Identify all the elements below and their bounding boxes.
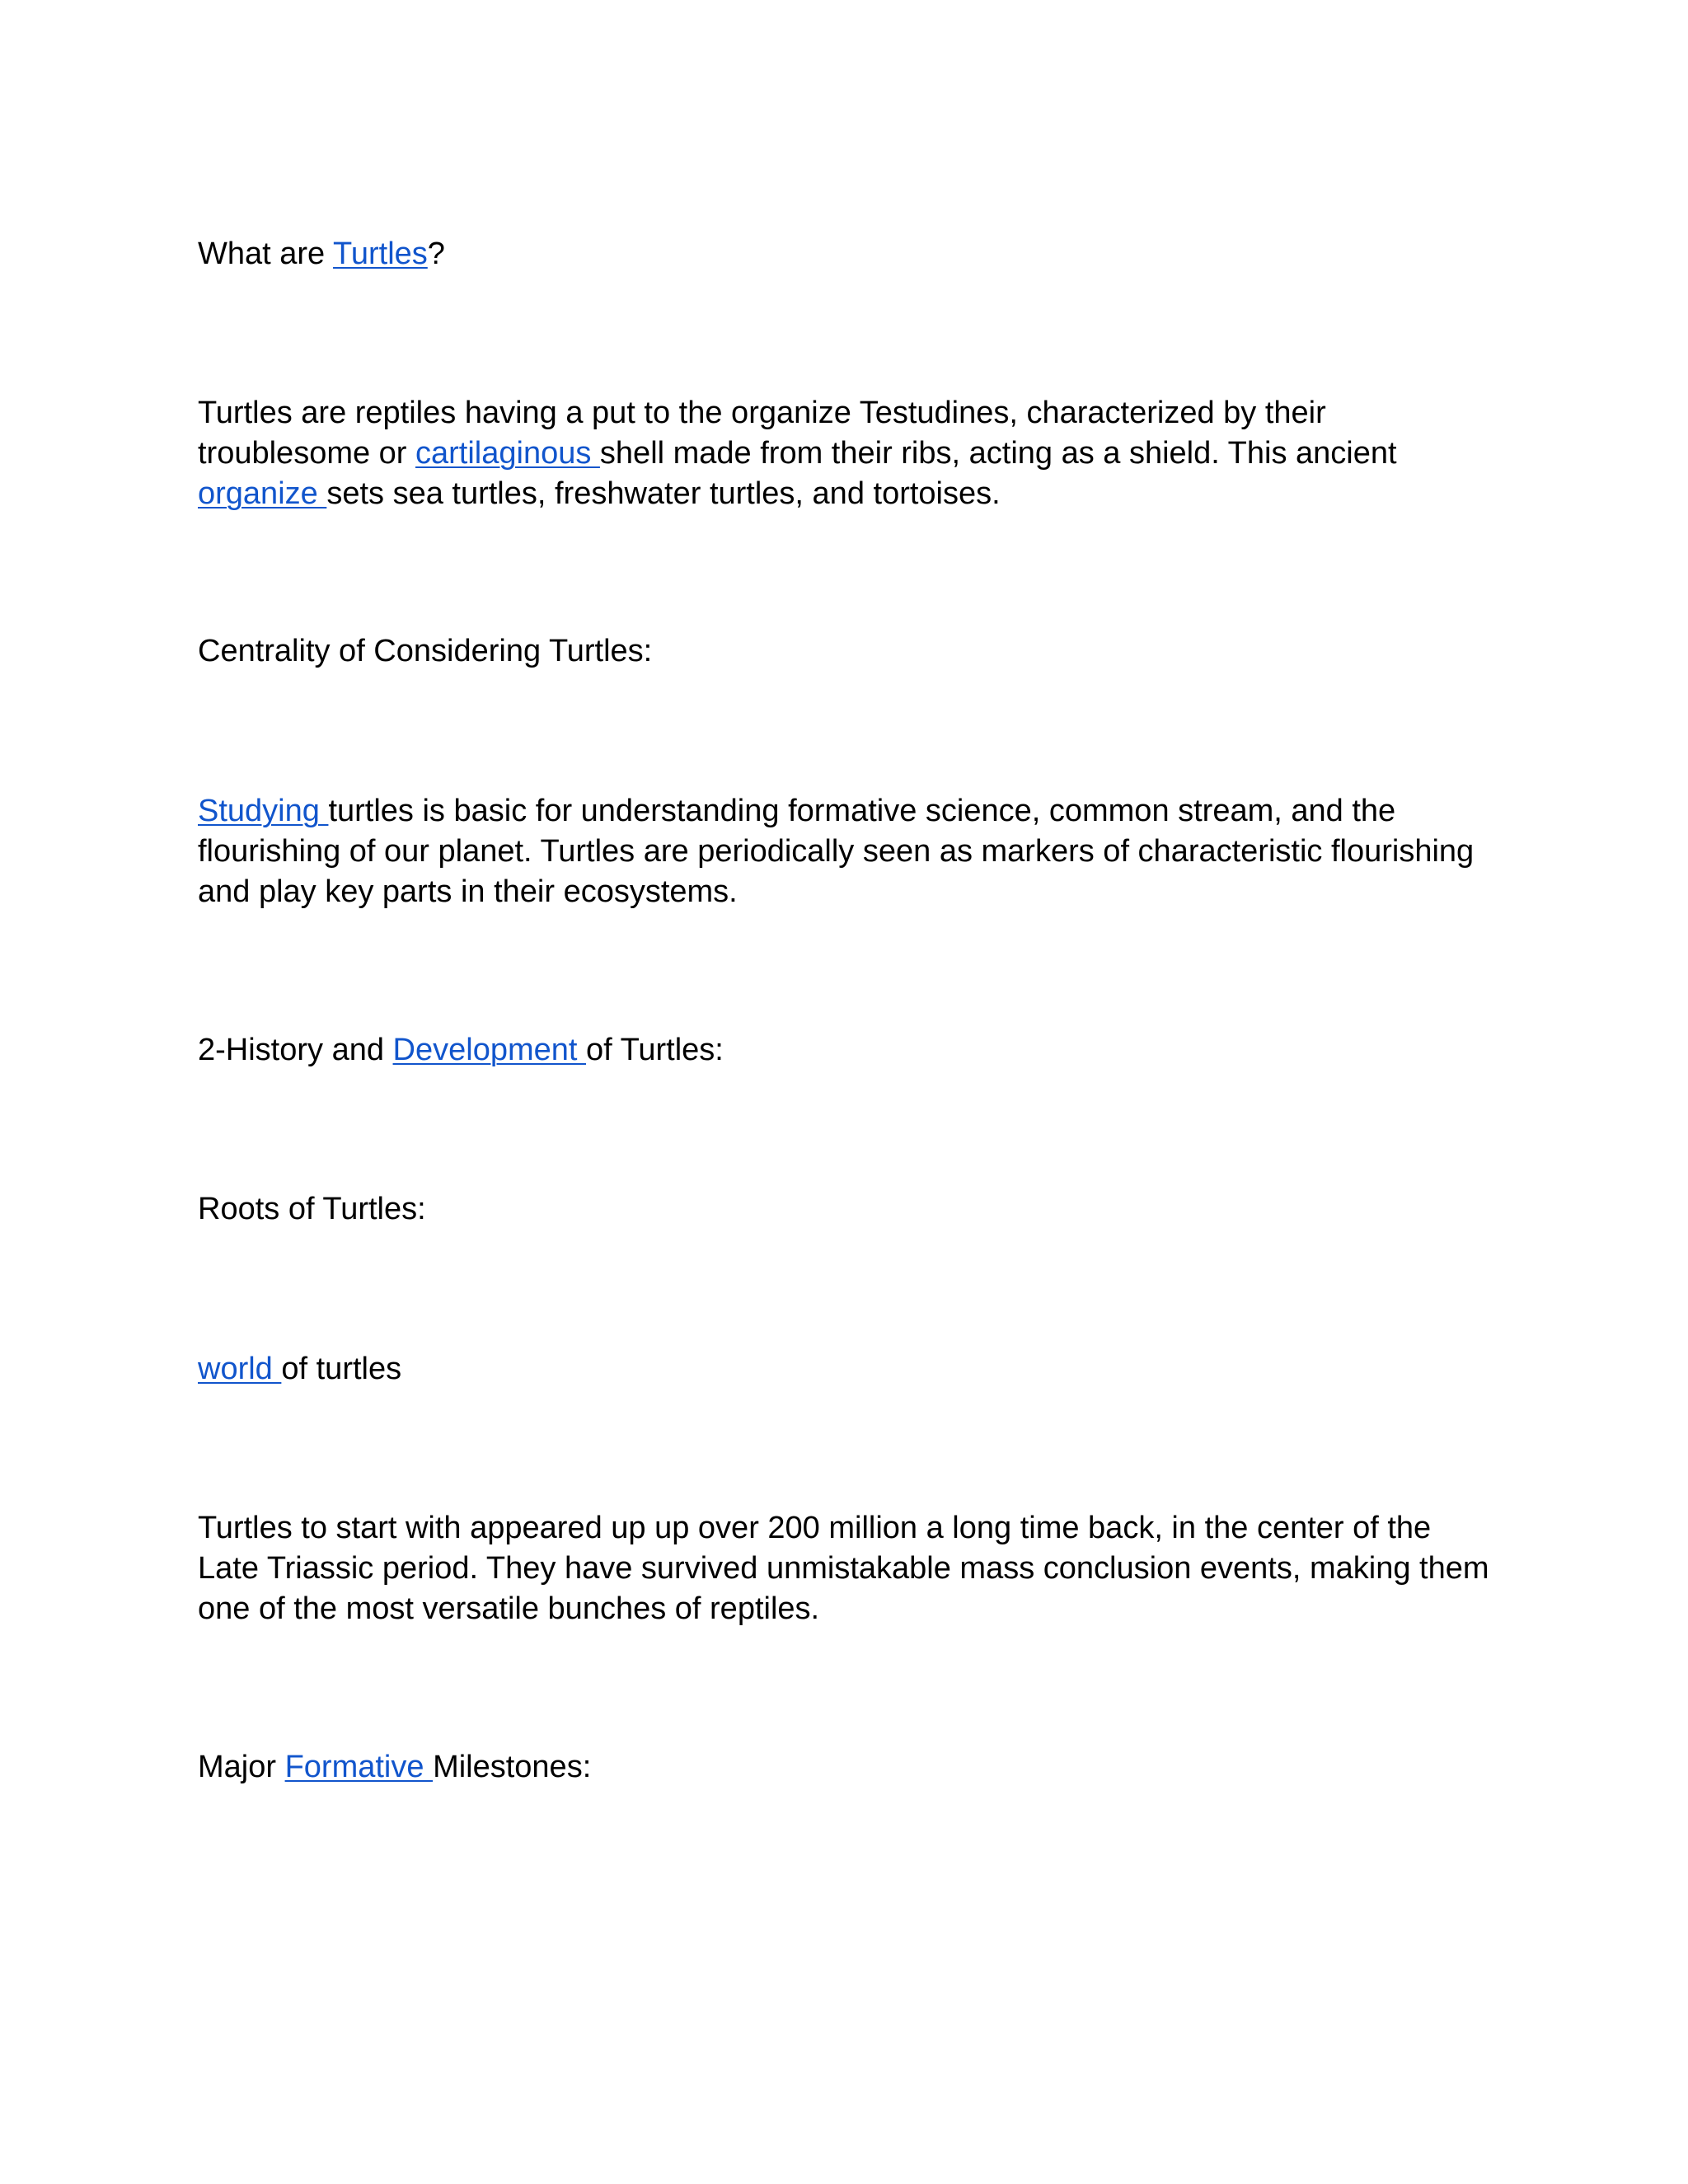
text-segment: What are xyxy=(198,237,334,271)
organize-link[interactable]: organize xyxy=(198,476,327,511)
text-segment: turtles is basic for understanding formative science, common stream, and the flourishing of our planet. Turtles are periodically seen as markers of characteristic flourishing and play key parts in their ecosystems. xyxy=(198,794,1483,909)
heading-history xyxy=(198,1030,1500,1071)
text-segment: Major xyxy=(198,1750,285,1784)
heading-roots xyxy=(198,1189,1500,1230)
text-segment: shell made from their ribs, acting as a shield. This ancient xyxy=(599,436,1406,471)
studying-link[interactable]: Studying xyxy=(198,794,329,828)
heading-centrality xyxy=(198,631,1500,672)
triassic-paragraph xyxy=(198,1508,1500,1629)
text-segment: of turtles xyxy=(281,1352,402,1386)
world-line xyxy=(198,1349,1500,1390)
formative-link[interactable]: Formative xyxy=(284,1750,434,1784)
text-segment: Milestones: xyxy=(433,1750,592,1784)
development-link[interactable]: Development xyxy=(392,1033,587,1067)
text-segment: of Turtles: xyxy=(586,1033,724,1067)
text-segment: 2-History and xyxy=(198,1033,393,1067)
text-segment: ? xyxy=(427,237,445,271)
turtles-link[interactable]: Turtles xyxy=(333,237,428,271)
text-segment: Roots of Turtles: xyxy=(198,1192,426,1226)
text-segment: Turtles to start with appeared up up over 200 million a long time back, in the center of the Late Triassic period. They have survived unmistakable mass conclusion events, making them one of the most versatile bunches of reptiles. xyxy=(198,1511,1498,1626)
text-segment: sets sea turtles, freshwater turtles, and tortoises. xyxy=(326,476,1001,511)
heading-what-are-turtles xyxy=(198,234,1500,274)
intro-paragraph xyxy=(198,393,1500,514)
studying-paragraph xyxy=(198,791,1500,912)
heading-milestones xyxy=(198,1747,1500,1788)
world-link[interactable]: world xyxy=(198,1352,282,1386)
cartilaginous-link[interactable]: cartilaginous xyxy=(415,436,600,471)
text-segment: Centrality of Considering Turtles: xyxy=(198,634,653,668)
text-segment: Turtles are reptiles having a put to the organize Testudines, characterized by their troublesome or xyxy=(198,396,1335,471)
